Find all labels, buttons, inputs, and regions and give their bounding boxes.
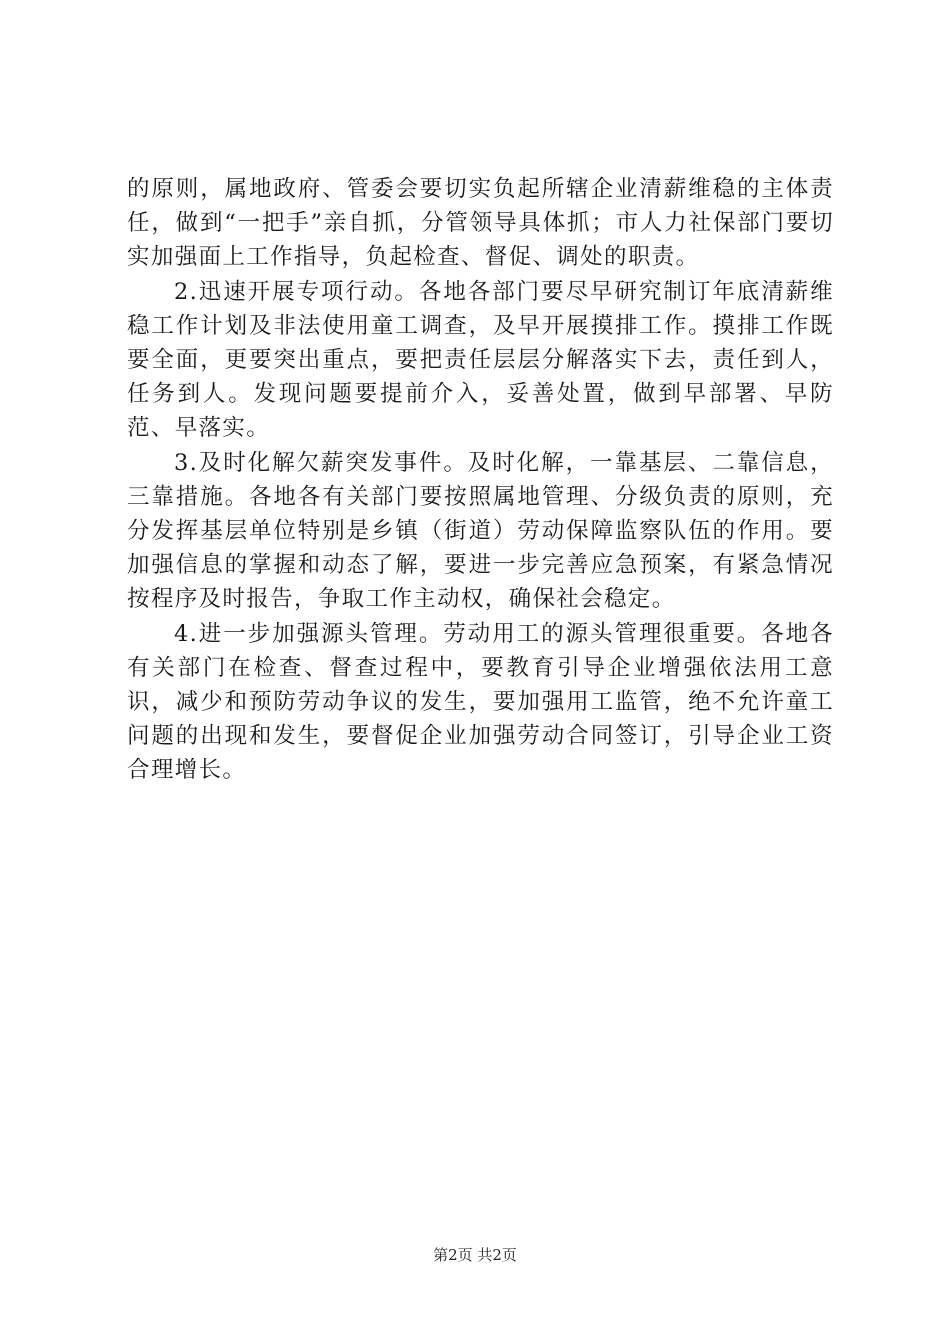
paragraph-item-4: 4.进一步加强源头管理。劳动用工的源头管理很重要。各地各有关部门在检查、督查过程中，要教育引导企业增强依法用工意识，减少和预防劳动争议的发生，要加强用工监管，绝不允许童工问题的出现和发生，要督促企业加强劳动合同签订，引导企业工资合理增长。 <box>127 620 834 784</box>
page-footer: 第2页 共2页 <box>433 1246 517 1264</box>
paragraph-item-2: 2.迅速开展专项行动。各地各部门要尽早研究制订年底清薪维稳工作计划及非法使用童工调查，及早开展摸排工作。摸排工作既要全面，更要突出重点，要把责任层层分解落实下去，责任到人，任务到人。发现问题要提前介入，妥善处置，做到早部署、早防范、早落实。 <box>127 278 834 442</box>
paragraph-item-3: 3.及时化解欠薪突发事件。及时化解，一靠基层、二靠信息，三靠措施。各地各有关部门要按照属地管理、分级负责的原则，充分发挥基层单位特别是乡镇（街道）劳动保障监察队伍的作用。要加强信息的掌握和动态了解，要进一步完善应急预案，有紧急情况按程序及时报告，争取工作主动权，确保社会稳定。 <box>127 449 834 613</box>
document-body <box>127 172 834 788</box>
paragraph-continuation: 的原则，属地政府、管委会要切实负起所辖企业清薪维稳的主体责任，做到“一把手”亲自抓，分管领导具体抓；市人力社保部门要切实加强面上工作指导，负起检查、督促、调处的职责。 <box>127 176 834 271</box>
